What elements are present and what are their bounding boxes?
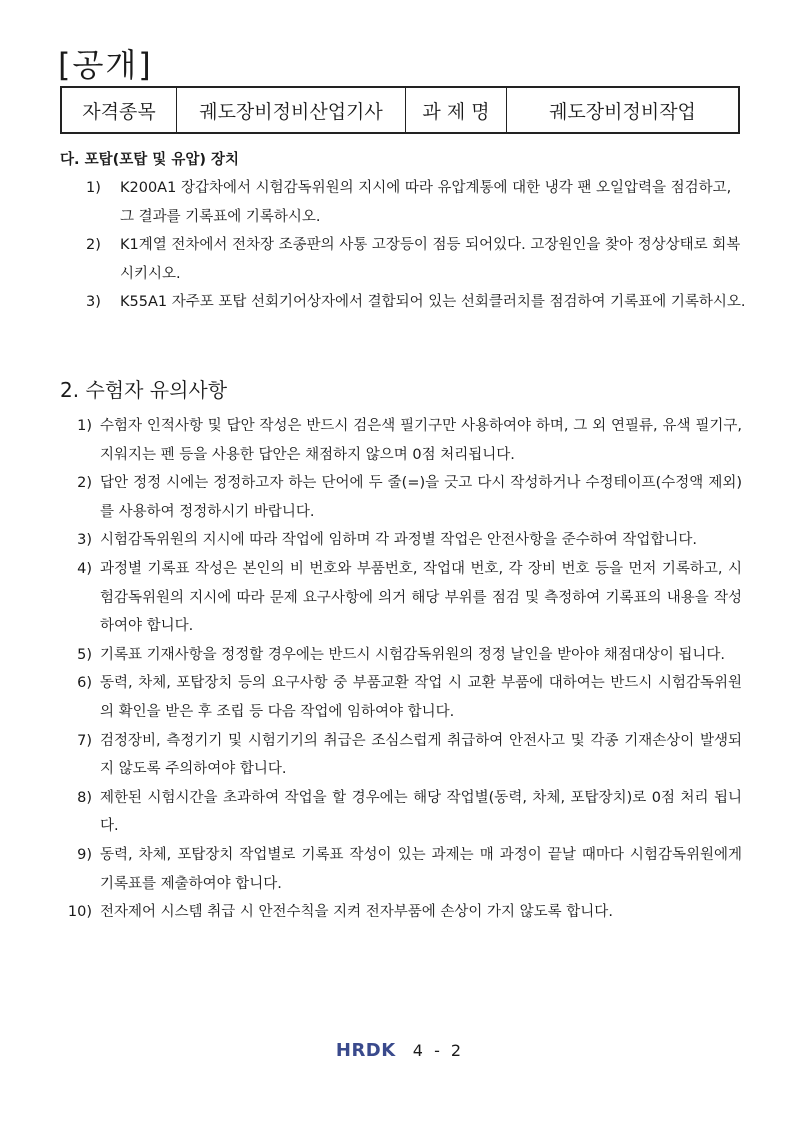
- list-item: 9) 동력, 차체, 포탑장치 작업별로 기록표 작성이 있는 과제는 매 과정이 끝날 때마다 시험감독위원에게 기록표를 제출하여야 합니다.: [77, 846, 742, 892]
- list-item: 2) 답안 정정 시에는 정정하고자 하는 단어에 두 줄(=)을 긋고 다시 작성하거나 수정테이프(수정액 제외)를 사용하여 정정하시기 바랍니다.: [77, 475, 742, 520]
- category-value: 궤도장비정비산업기사: [177, 87, 406, 133]
- list-item: 7) 검정장비, 측정기기 및 시험기기의 취급은 조심스럽게 취급하여 안전사고 및 각종 기재손상이 발생되지 않도록 주의하여야 합니다.: [77, 732, 742, 778]
- list-item: 4) 과정별 기록표 작성은 본인의 비 번호와 부품번호, 작업대 번호, 각 장비 번호 등을 먼저 기록하고, 시험감독위원의 지시에 따라 문제 요구사항에 의거 해당 부위를 점검 및 측정하여 기록표의 내용을 작성하여야 합니다.: [77, 560, 742, 635]
- page-footer: [0, 1040, 800, 1061]
- task-label: 과 제 명: [406, 87, 507, 133]
- list-item: 8) 제한된 시험시간을 초과하여 작업을 할 경우에는 해당 작업별(동력, 차체, 포탑장치)로 0점 처리 됩니다.: [77, 789, 742, 835]
- list-item: 2) K1계열 전차에서 전차장 조종판의 사통 고장등이 점등 되어있다. 고장원인을 찾아 정상상태로 회복시키시오.: [86, 237, 741, 282]
- section-title: 2. 수험자 유의사항: [60, 378, 228, 402]
- list-item: 3) K55A1 자주포 포탑 선회기어상자에서 결합되어 있는 선회클러치를 점검하여 기록표에 기록하시오.: [86, 294, 746, 310]
- subsection-list: [86, 174, 746, 317]
- list-item: 1) K200A1 장갑차에서 시험감독위원의 지시에 따라 유압계통에 대한 냉각 팬 오일압력을 점검하고, 그 결과를 기록표에 기록하시오.: [86, 180, 732, 225]
- subsection-title: 다. 포탑(포탑 및 유압) 장치: [60, 152, 240, 168]
- task-value: 궤도장비정비작업: [507, 87, 740, 133]
- category-label: 자격종목: [61, 87, 177, 133]
- exam-info-table: [60, 86, 740, 134]
- list-item: 1) 수험자 인적사항 및 답안 작성은 반드시 검은색 필기구만 사용하여야 하며, 그 외 연필류, 유색 필기구, 지워지는 펜 등을 사용한 답안은 채점하지 않으며 0점 처리됩니다.: [77, 418, 742, 463]
- list-item: 5) 기록표 기재사항을 정정할 경우에는 반드시 시험감독위원의 정정 날인을 받아야 채점대상이 됩니다.: [77, 646, 725, 663]
- list-item: 3) 시험감독위원의 지시에 따라 작업에 임하며 각 과정별 작업은 안전사항을 준수하여 작업합니다.: [77, 532, 697, 549]
- hrdk-logo: HRDK: [335, 1040, 396, 1061]
- page-number: 4 - 2: [412, 1041, 465, 1060]
- disclosure-label: [공개]: [58, 46, 153, 84]
- notes-list: [62, 412, 742, 927]
- list-item: 6) 동력, 차체, 포탑장치 등의 요구사항 중 부품교환 작업 시 교환 부품에 대하여는 반드시 시험감독위원의 확인을 받은 후 조립 등 다음 작업에 임하여야 합니다.: [77, 675, 742, 720]
- list-item: 10) 전자제어 시스템 취급 시 안전수칙을 지켜 전자부품에 손상이 가지 않도록 합니다.: [67, 904, 613, 921]
